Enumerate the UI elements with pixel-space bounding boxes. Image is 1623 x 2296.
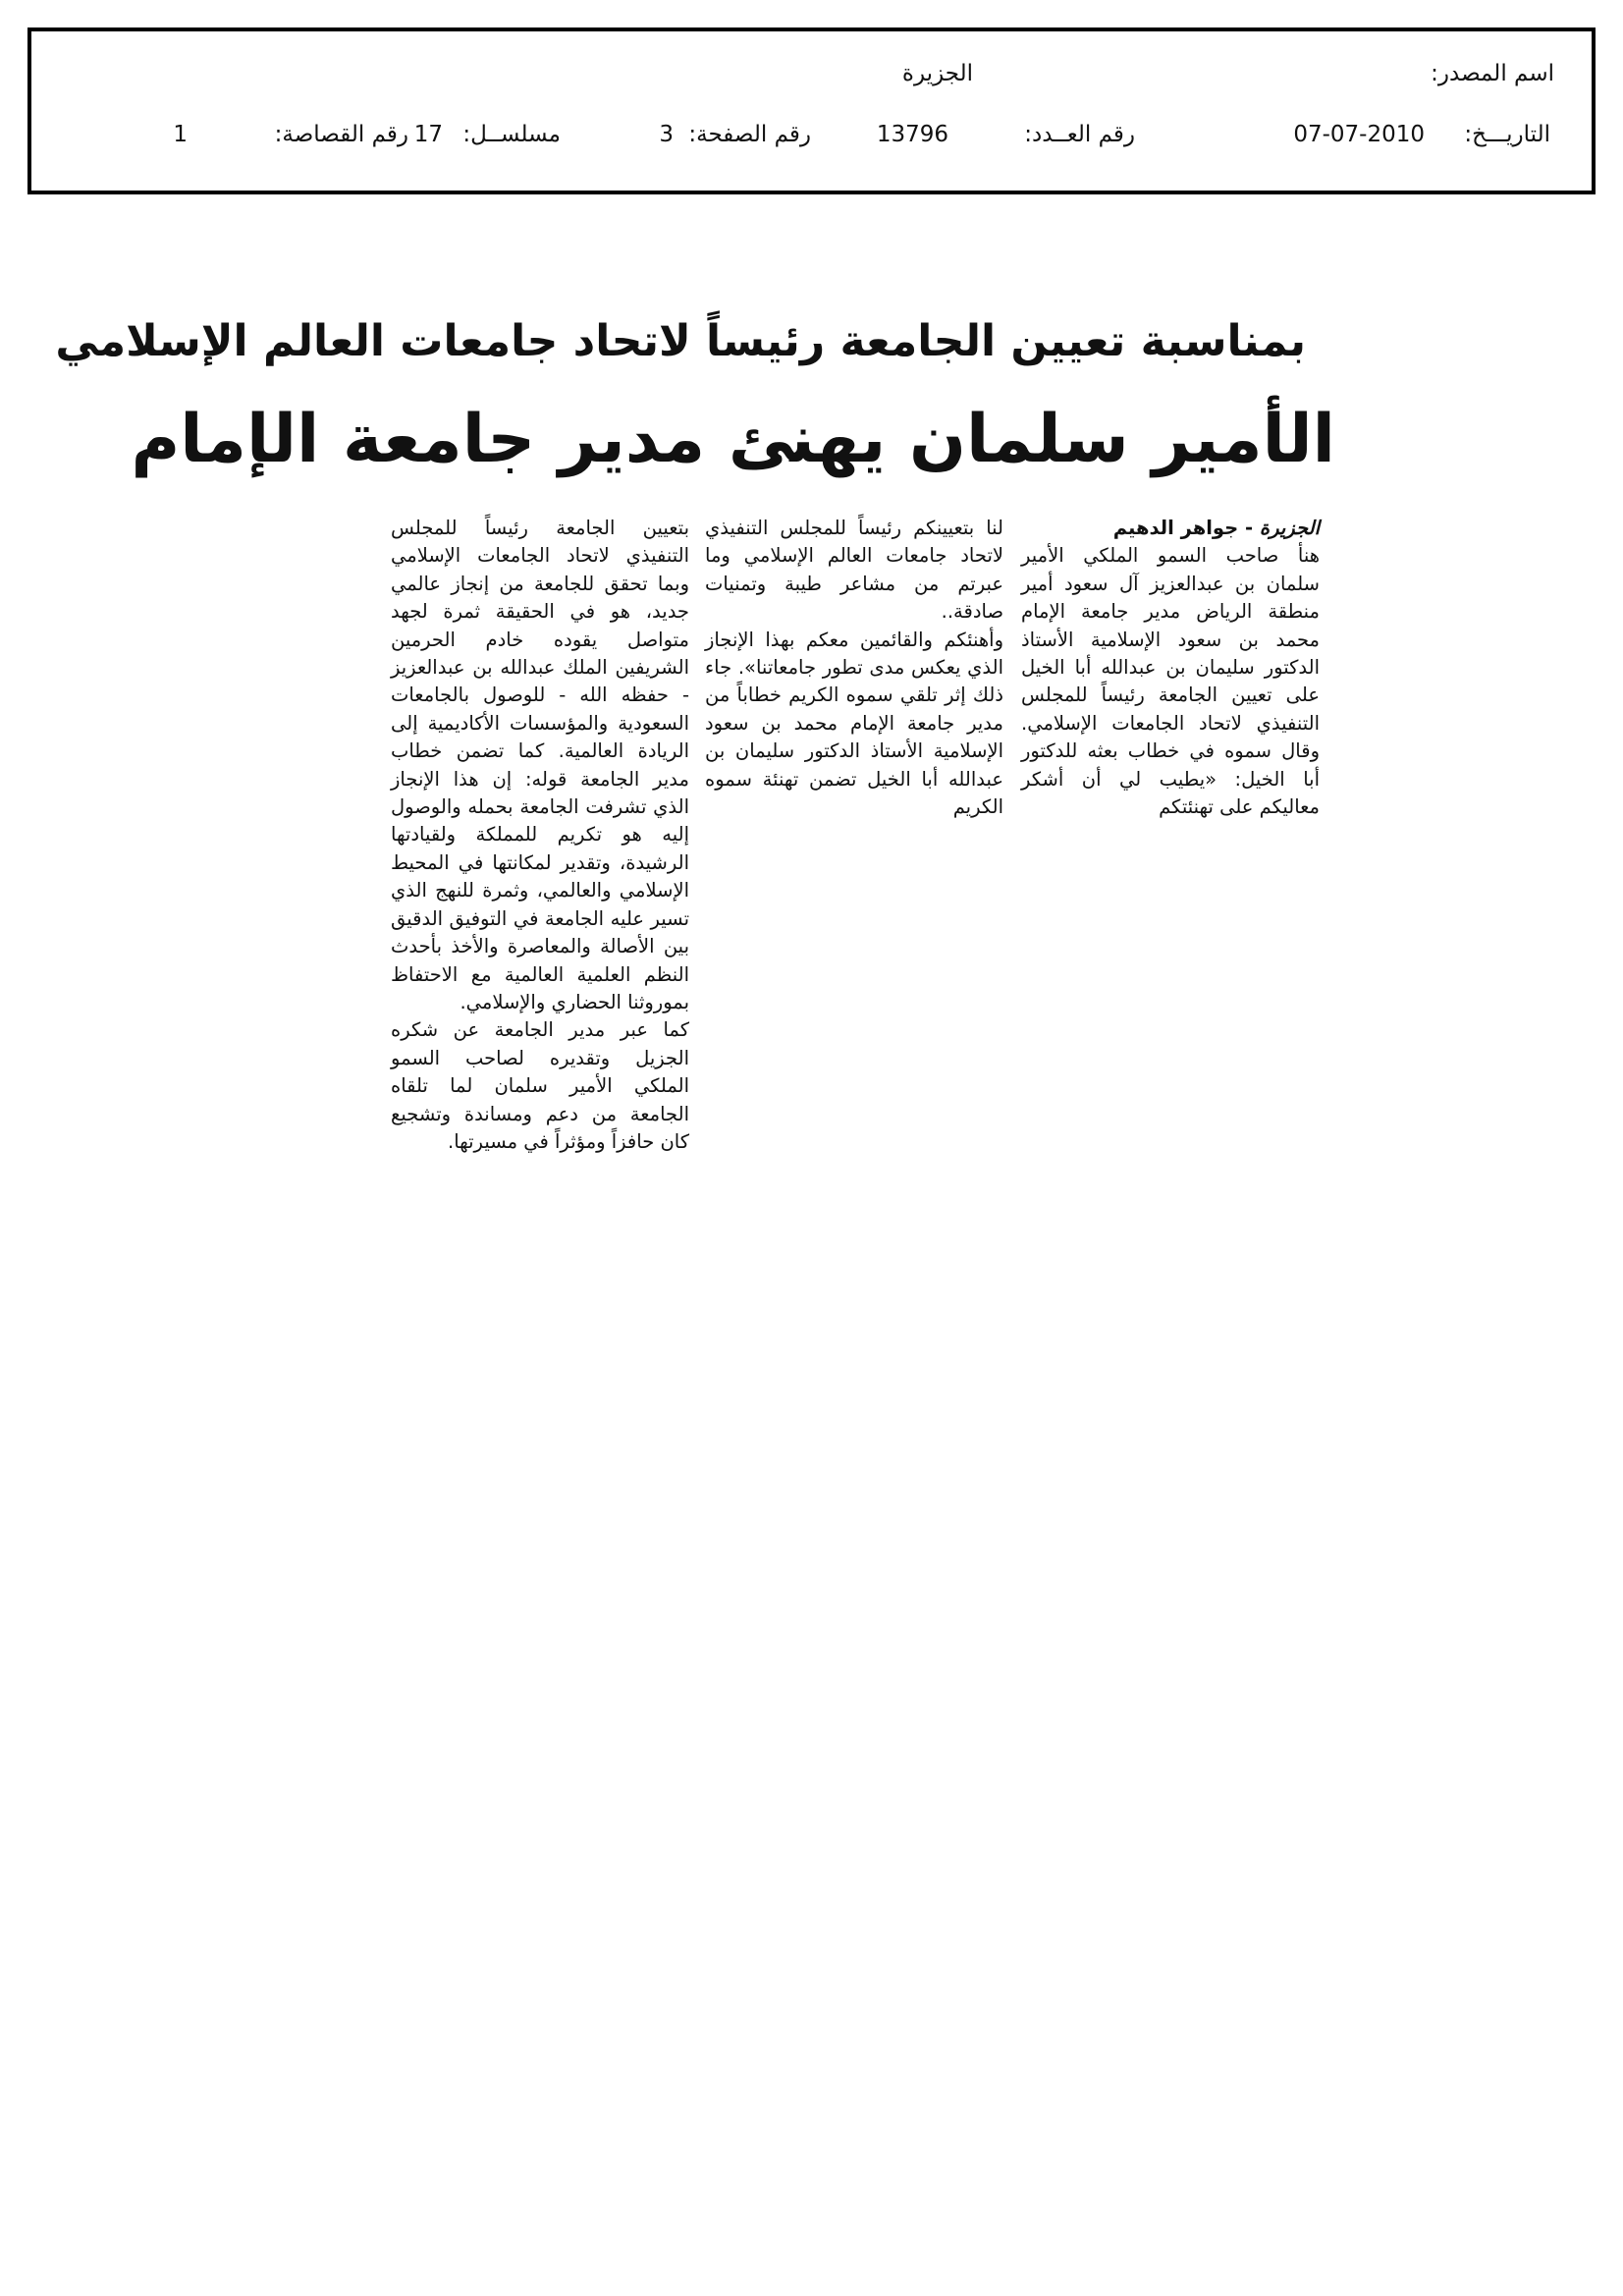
source-label: اسم المصدر: <box>1431 61 1554 86</box>
date-label: التاريـــخ: <box>1464 122 1550 147</box>
article-column-2 <box>705 515 1003 821</box>
article-column-3 <box>391 515 689 1156</box>
date-value: 07-07-2010 <box>1293 122 1425 147</box>
byline-author: - جواهر الدهيم <box>1112 517 1260 539</box>
article-title: الأمير سلمان يهنئ مدير جامعة الإمام <box>131 401 1335 478</box>
serial-label: مسلســل: <box>462 122 561 147</box>
column-3-paragraph-2: كما عبر مدير الجامعة عن شكره الجزيل وتقديره لصاحب السمو الملكي الأمير سلمان لما تلقاه الجامعة من دعم ومساندة وتشجيع كان حافزاً ومؤثراً في مسيرتها. <box>391 1018 689 1153</box>
issue-label: رقم العــدد: <box>1024 122 1135 147</box>
metadata-header <box>27 27 1596 194</box>
article-column-1 <box>1021 515 1320 821</box>
source-value: الجزيرة <box>901 61 973 86</box>
column-1-text: هنأ صاحب السمو الملكي الأمير سلمان بن عبدالعزيز آل سعود أمير منطقة الرياض مدير جامعة الإمام محمد بن سعود الإسلامية الأستاذ الدكتور سليمان بن عبدالله أبا الخيل على تعيين الجامعة رئيساً للمجلس التنفيذي لاتحاد الجامعات الإسلامي. وقال سموه في خطاب بعثه للدكتور أبا الخيل: «يطيب لي أن أشكر معاليكم على تهنئتكم <box>1021 544 1320 819</box>
newspaper-logo: الجزيرة <box>1259 517 1320 539</box>
article-subtitle: بمناسبة تعيين الجامعة رئيساً لاتحاد جامعات العالم الإسلامي <box>55 316 1306 366</box>
clip-label: رقم القصاصة: <box>274 122 408 147</box>
page-label: رقم الصفحة: <box>688 122 811 147</box>
serial-value: 17 <box>413 122 443 147</box>
page-value: 3 <box>659 122 674 147</box>
column-2-paragraph-1: لنا بتعيينكم رئيساً للمجلس التنفيذي لاتحاد جامعات العالم الإسلامي وما عبرتم من مشاعر طيبة وتمنيات صادقة.. <box>705 517 1003 624</box>
issue-value: 13796 <box>876 122 948 147</box>
clip-value: 1 <box>173 122 188 147</box>
column-2-paragraph-2: وأهنئكم والقائمين معكم بهذا الإنجاز الذي يعكس مدى تطور جامعاتنا». جاء ذلك إثر تلقي سموه الكريم خطاباً من مدير جامعة الإمام محمد بن سعود الإسلامية الأستاذ الدكتور سليمان بن عبدالله أبا الخيل تضمن تهنئة سموه الكريم <box>705 628 1003 819</box>
column-3-paragraph-1: بتعيين الجامعة رئيساً للمجلس التنفيذي لاتحاد الجامعات الإسلامي وبما تحقق للجامعة من إنجاز عالمي جديد، هو في الحقيقة ثمرة لجهد متواصل يقوده خادم الحرمين الشريفين الملك عبدالله بن عبدالعزيز - حفظه الله - للوصول بالجامعات السعودية والمؤسسات الأكاديمية إلى الريادة العالمية. كما تضمن خطاب مدير الجامعة قوله: إن هذا الإنجاز الذي تشرفت الجامعة بحمله والوصول إليه هو تكريم للمملكة ولقيادتها الرشيدة، وتقدير لمكانتها في المحيط الإسلامي والعالمي، وثمرة للنهج الذي تسير عليه الجامعة في التوفيق الدقيق بين الأصالة والمعاصرة والأخذ بأحدث النظم العلمية العالمية مع الاحتفاظ بموروثنا الحضاري والإسلامي. <box>391 517 689 1013</box>
byline <box>1021 515 1320 542</box>
